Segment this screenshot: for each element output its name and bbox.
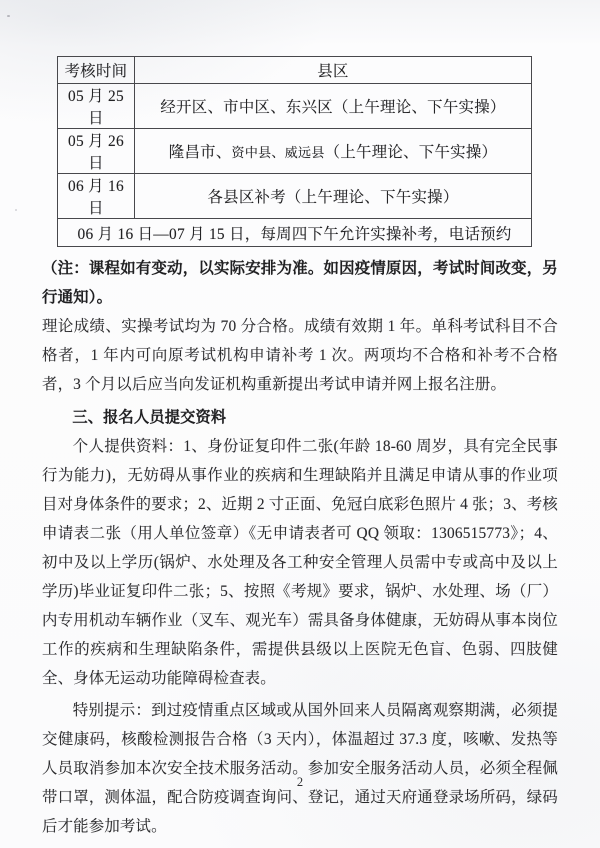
header-district: 县区 [135, 57, 532, 84]
exam-date-cell: 06 月 16 日 [58, 174, 135, 219]
table-footer-note: 06 月 16 日—07 月 15 日，每周四下午允许实操补考，电话预约 [58, 219, 532, 247]
header-exam-time: 考核时间 [58, 57, 135, 84]
district-text: 隆昌市、 [168, 144, 232, 161]
district-cell [135, 129, 532, 174]
table-row [58, 84, 532, 129]
scoring-rules-paragraph: 理论成绩、实操考试均为 70 分合格。成绩有效期 1 年。单科考试科目不合格者，1 年内可向原考试机构申请补考 1 次。两项均不合格和补考不合格者，3 个月以后应当向发证机构重新提出考试申请并网上报名注册。 [42, 318, 558, 393]
district-text: （上午理论、下午实操） [324, 144, 498, 161]
note-paragraph: （注：课程如有变动，以实际安排为准。如因疫情原因，考试时间改变，另行通知）。 [42, 260, 558, 306]
special-notice-paragraph: 特别提示：到过疫情重点区域或从国外回来人员隔离观察期满，必须提交健康码，核酸检测报告合格（3 天内），体温超过 37.3 度，咳嗽、发热等人员取消参加本次安全技术服务活动。参加安全服务活动人员，必须全程佩带口罩，测体温，配合防疫调查询问、登记，通过天府通登录场所码，绿码后才能参加考试。 [42, 702, 558, 835]
table-row [58, 129, 532, 174]
scan-speck [15, 209, 17, 211]
materials-paragraph: 个人提供资料：1、身份证复印件二张(年龄 18-60 周岁，具有完全民事行为能力)，无妨碍从事作业的疾病和生理缺陷并且满足申请从事的作业项目对身体条件的要求；2、近期 2 寸正面、免冠白底彩色照片 4 张；3、考核申请表二张（用人单位签章）《无申请表者可 QQ 领取：1306515773》；4、初中及以上学历(锅炉、水处理及各工种安全管理人员需中专或高中及以上学历)毕业证复印件二张；5、按照《考规》要求，锅炉、水处理、场（厂）内专用机动车辆作业（叉车、观光车）需具备身体健康，无妨碍从事本岗位工作的疾病和生理缺陷条件，需提供县级以上医院无色盲、色弱、四肢健全、身体无运动功能障碍检查表。 [42, 438, 558, 687]
table-header-row [58, 57, 532, 84]
district-cell: 各县区补考（上午理论、下午实操） [135, 174, 532, 219]
scan-speck [7, 15, 10, 17]
district-text-small: 资中县、威远县 [231, 145, 325, 160]
table-footer-row [58, 219, 532, 247]
district-cell: 经开区、市中区、东兴区（上午理论、下午实操） [135, 84, 532, 129]
page-number: 2 [296, 775, 304, 789]
table-row [58, 174, 532, 219]
exam-date-cell: 05 月 25 日 [58, 84, 135, 129]
exam-schedule-table [57, 56, 532, 247]
exam-date-cell: 05 月 26 日 [58, 129, 135, 174]
section-heading: 三、报名人员提交资料 [72, 409, 227, 426]
